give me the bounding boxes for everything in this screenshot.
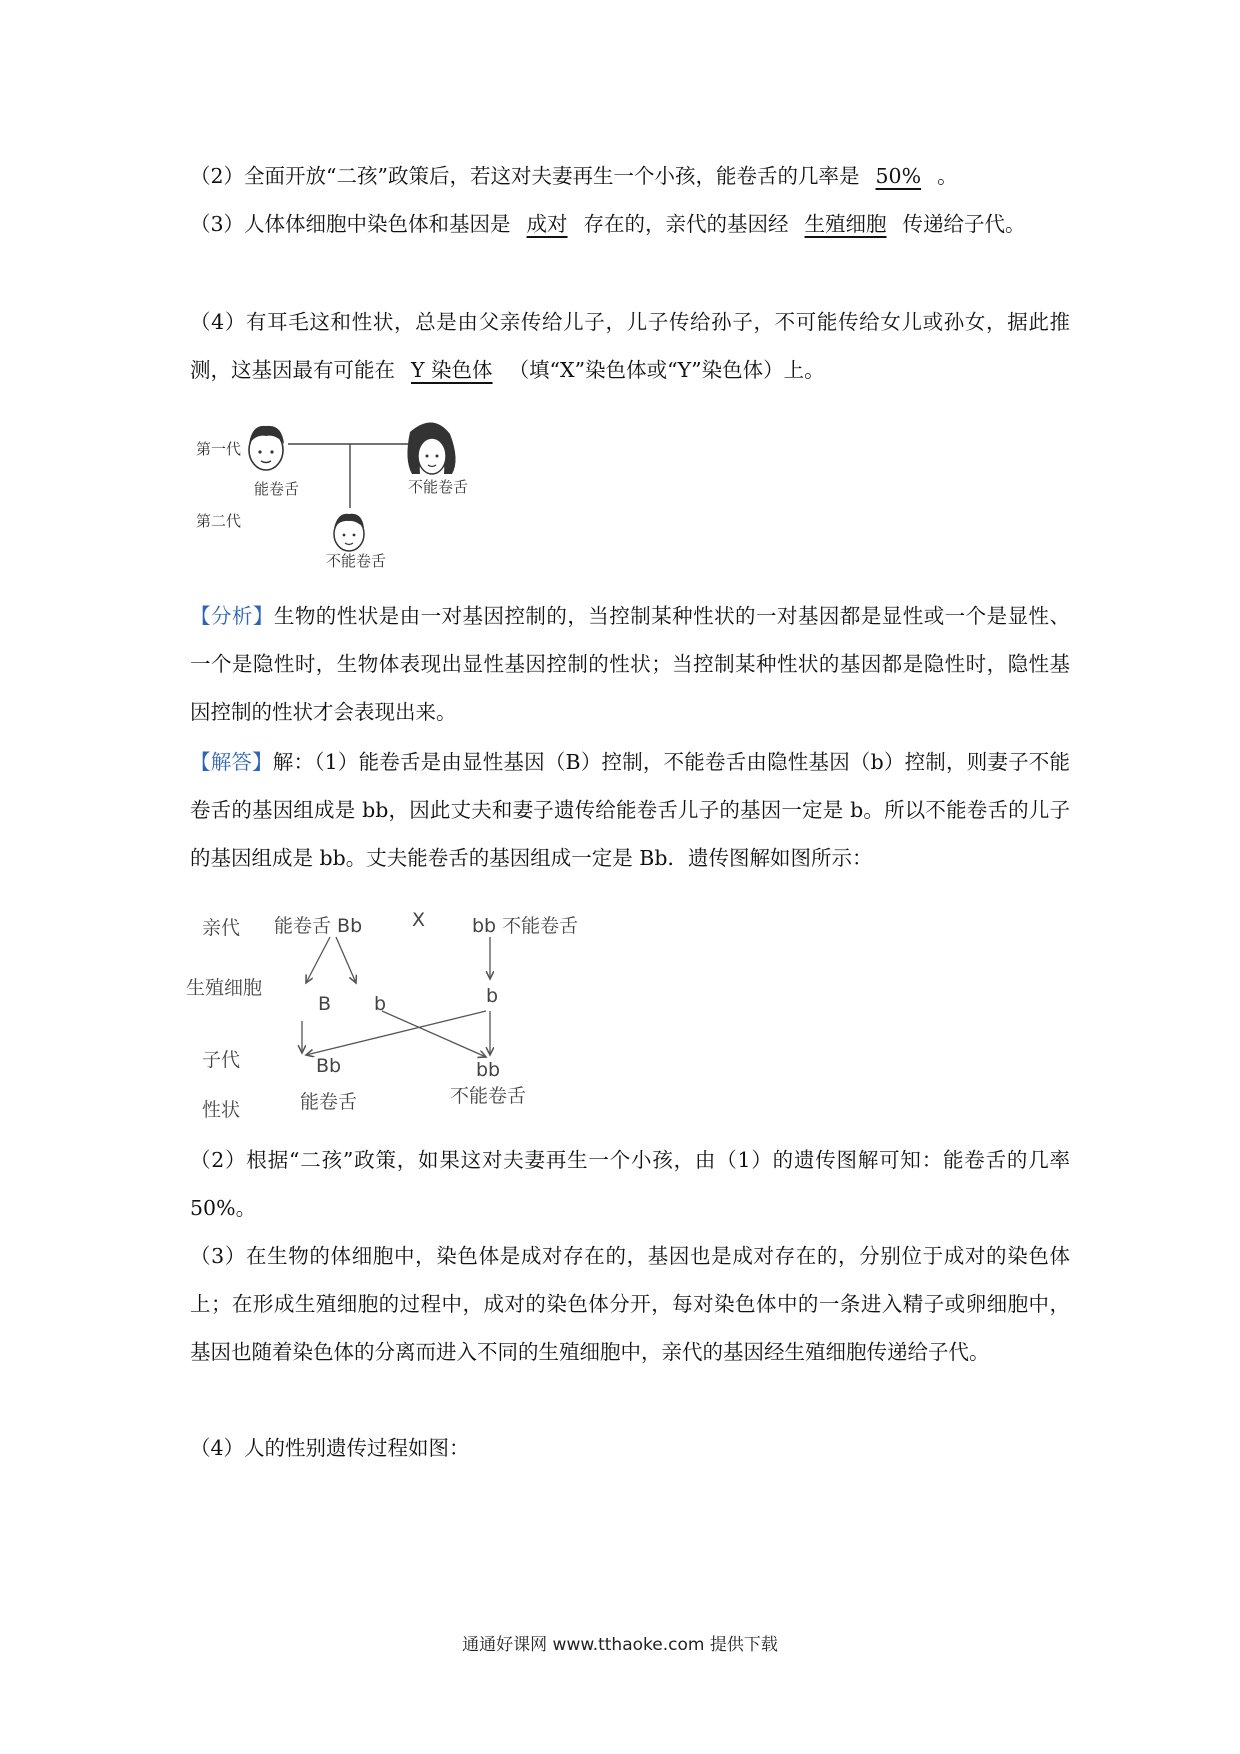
row-gamete-label: 生殖细胞: [186, 977, 263, 999]
solution-3: （3）在生物的体细胞中，染色体是成对存在的，基因也是成对存在的，分别位于成对的染色体上；在形成生殖细胞的过程中，成对的染色体分开，每对染色体中的一条进入精子或卵细胞中，基因也随着染色体的分离而进入不同的生殖细胞中，亲代的基因经生殖细胞传递给子代。: [190, 1244, 1070, 1364]
offspring-1: Bb: [316, 1055, 342, 1077]
arrow-b-to-bb: [382, 1011, 486, 1057]
analysis-paragraph: [190, 592, 1070, 736]
inheritance-figure: [186, 895, 606, 1135]
row-trait-label: 性状: [202, 1099, 241, 1121]
mother-label: 不能卷舌: [408, 478, 469, 496]
q3-part3: 传递给子代。: [902, 212, 1026, 236]
trait-1: 能卷舌: [300, 1091, 358, 1113]
mother-face-icon: [407, 422, 455, 474]
q4-part2: （填“X”染色体或“Y”染色体）上。: [508, 358, 825, 382]
solution-tag: 【解答】: [190, 750, 273, 774]
row-offspring-label: 子代: [202, 1049, 241, 1071]
question-2: [190, 152, 1070, 200]
q3-answer1: 成对: [526, 212, 568, 236]
offspring-2: bb: [476, 1059, 501, 1081]
question-4: [190, 298, 1070, 394]
trait-2: 不能卷舌: [450, 1085, 527, 1107]
q2-answer: 50%: [875, 164, 922, 188]
q4-answer1: Y 染色体: [411, 358, 493, 382]
solution-2: （2）根据“二孩”政策，如果这对夫妻再生一个小孩，由（1）的遗传图解可知：能卷舌的几率 50%。: [190, 1148, 1070, 1220]
solution-paragraph: [190, 738, 1070, 882]
child-label: 不能卷舌: [326, 552, 387, 570]
q2-prefix: （2）全面开放“二孩”政策后，若这对夫妻再生一个小孩，能卷舌的几率是: [190, 164, 860, 188]
question-3: [190, 200, 1070, 248]
gamete-2: b: [374, 993, 387, 1015]
q3-part1: （3）人体体细胞中染色体和基因是: [190, 212, 511, 236]
solution-4: （4）人的性别遗传过程如图：: [190, 1436, 470, 1460]
analysis-tag: 【分析】: [190, 604, 274, 628]
cross-symbol: X: [412, 909, 426, 931]
gamete-1: B: [318, 993, 332, 1015]
q3-answer2: 生殖细胞: [804, 212, 887, 236]
gen2-label: 第二代: [196, 512, 242, 530]
page-footer: 通通好课网 www.tthaoke.com 提供下载: [462, 1635, 778, 1655]
parent-right: bb 不能卷舌: [472, 915, 579, 937]
arrow-parent-to-B: [306, 937, 330, 983]
parent-left: 能卷舌 Bb: [274, 915, 363, 937]
gamete-3: b: [486, 985, 499, 1007]
solution-text: 解：（1）能卷舌是由显性基因（B）控制，不能卷舌由隐性基因（b）控制，则妻子不能卷舌的基因组成是 bb，因此丈夫和妻子遗传给能卷舌儿子的基因一定是 b。所以不能卷舌的儿子的基因组成是 bb。丈夫能卷舌的基因组成一定是 Bb．遗传图解如图所示：: [190, 750, 1070, 870]
q2-suffix: 。: [937, 164, 958, 188]
inheritance-arrows: [186, 895, 606, 1135]
father-face-icon: [249, 426, 284, 470]
q3-part2: 存在的，亲代的基因经: [583, 212, 789, 236]
gen1-label: 第一代: [196, 440, 242, 458]
q4-part1: （4）有耳毛这和性状，总是由父亲传给儿子，儿子传给孙子，不可能传给女儿或孙女，据此推测，这基因最有可能在: [190, 310, 1070, 382]
arrow-parent-to-b: [336, 937, 356, 983]
father-label: 能卷舌: [254, 480, 300, 498]
analysis-text: 生物的性状是由一对基因控制的，当控制某种性状的一对基因都是显性或一个是显性、一个是隐性时，生物体表现出显性基因控制的性状；当控制某种性状的基因都是隐性时，隐性基因控制的性状才会表现出来。: [190, 604, 1071, 724]
row-parent-label: 亲代: [202, 917, 241, 939]
child-face-icon: [334, 514, 364, 551]
